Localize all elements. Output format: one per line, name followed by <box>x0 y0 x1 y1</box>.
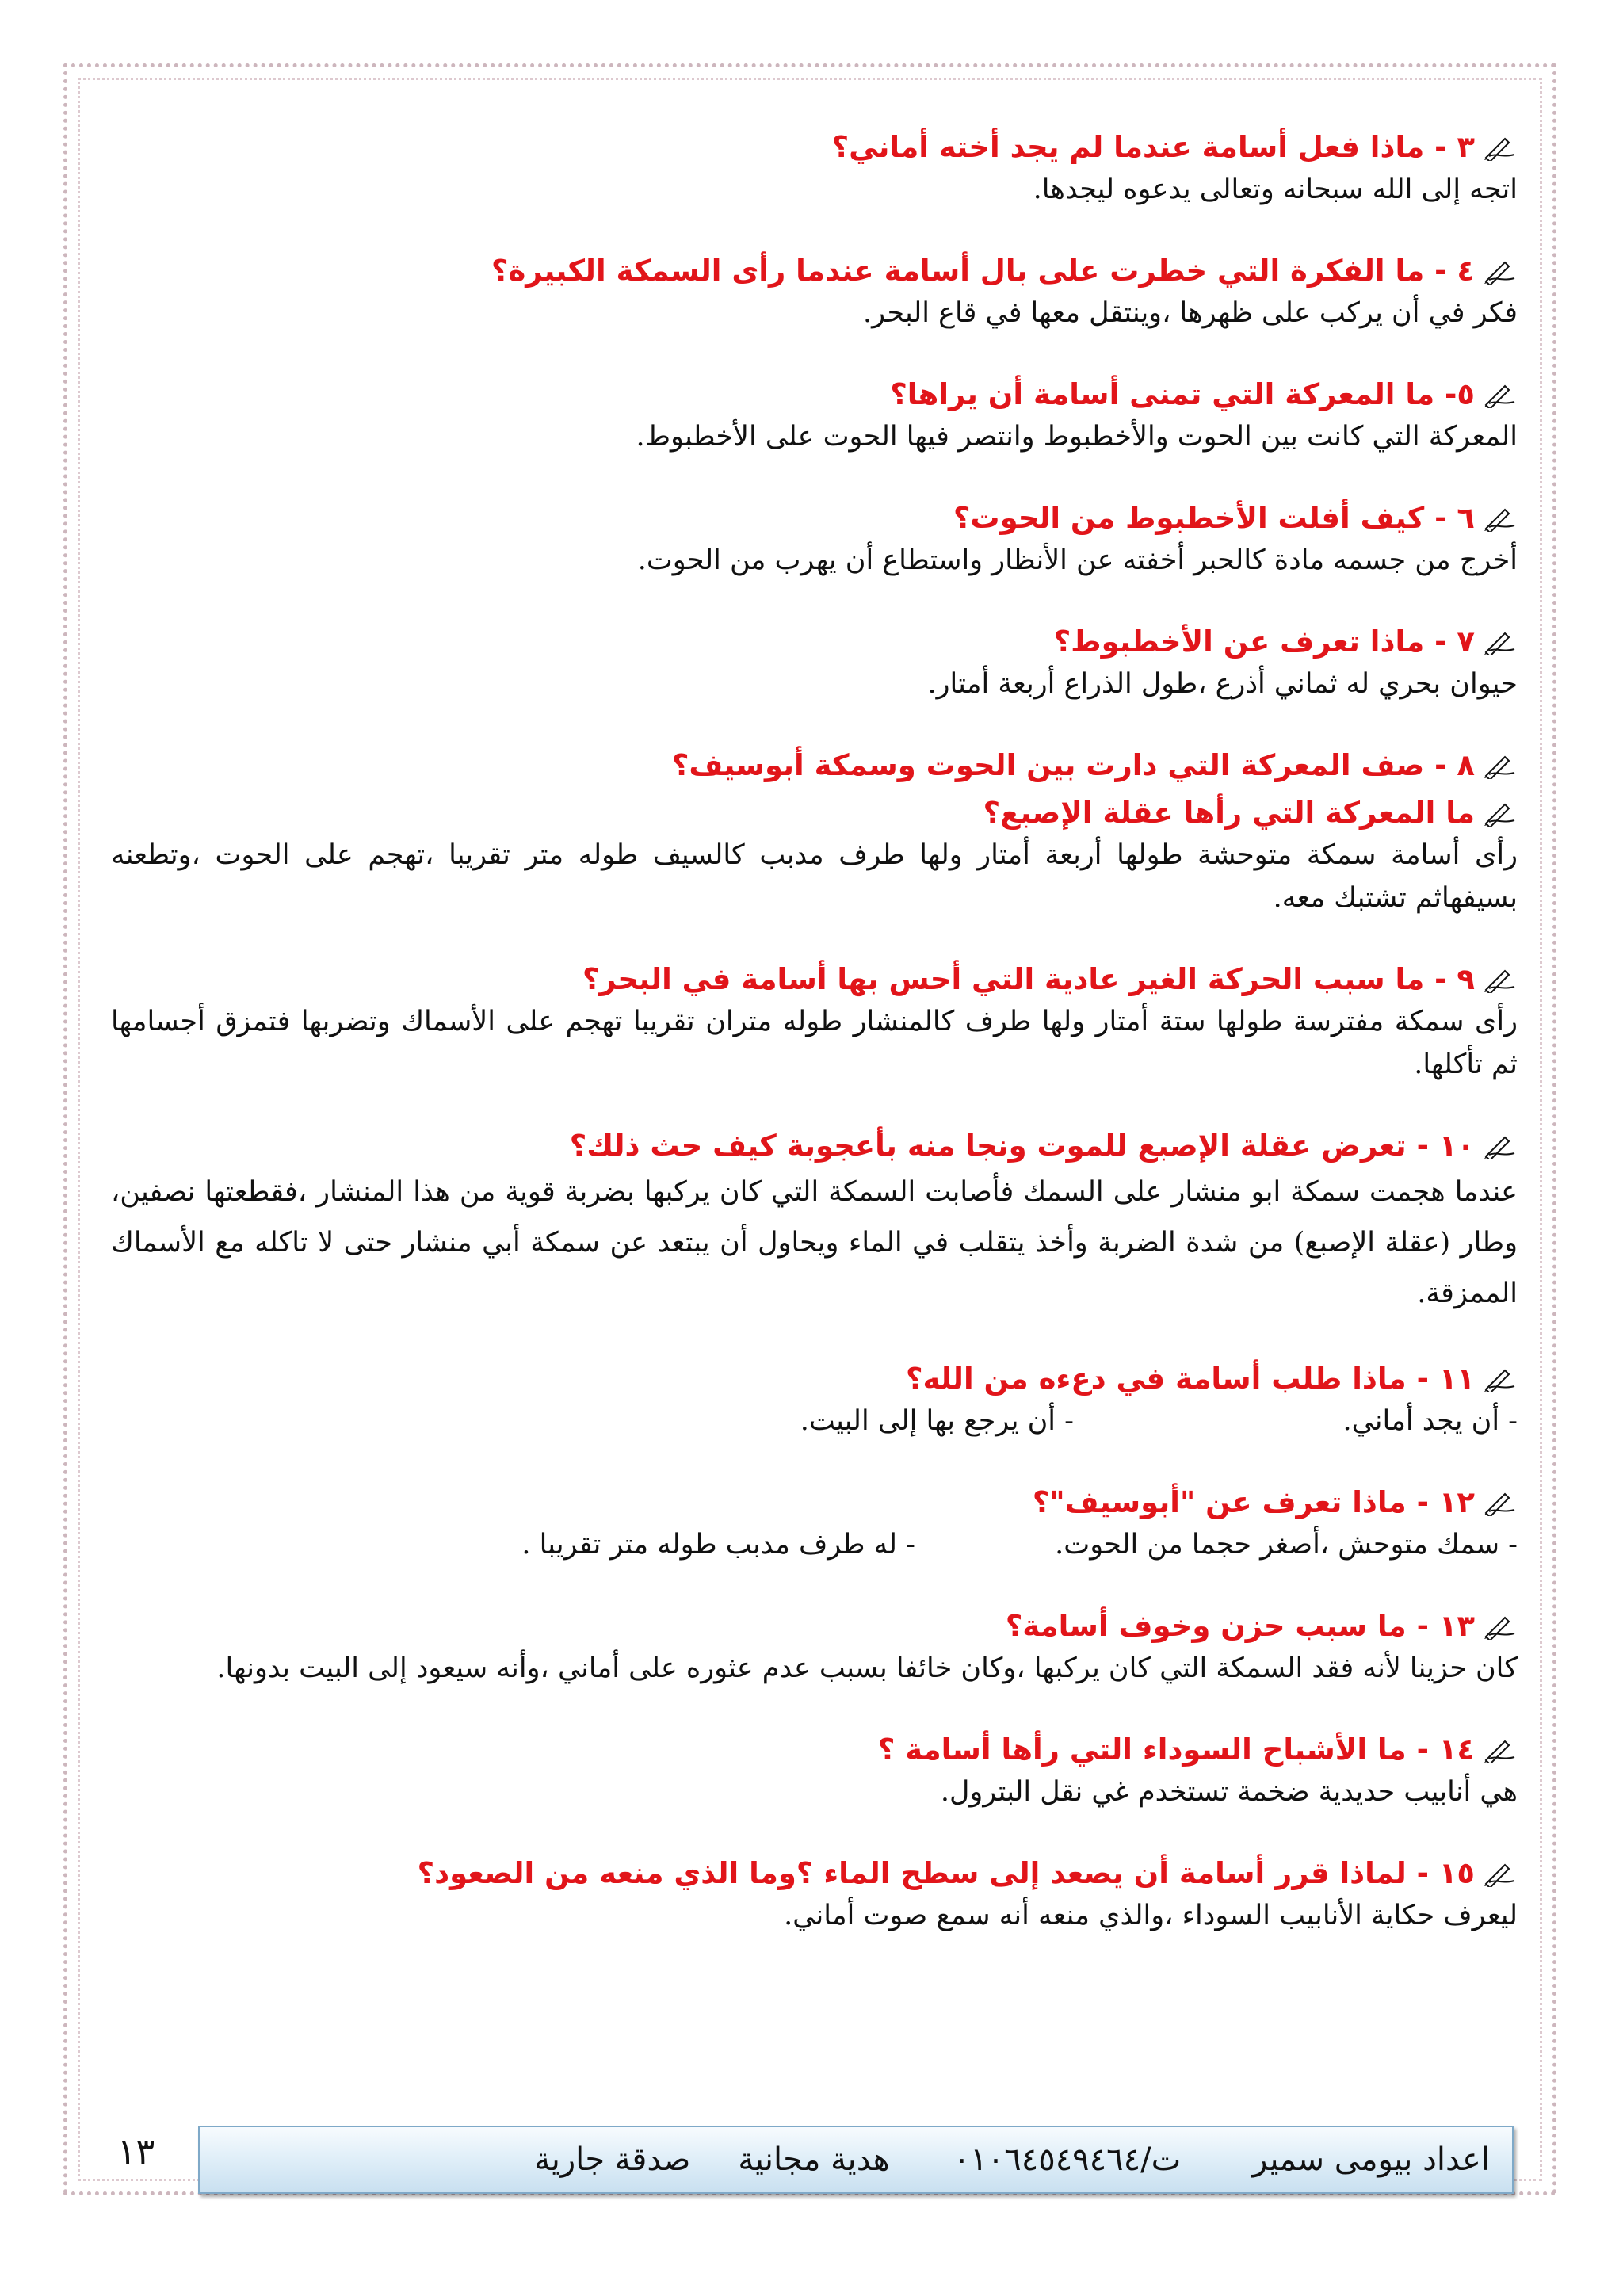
qa-item <box>111 127 1518 211</box>
qa-item <box>111 498 1518 582</box>
question-text: ١٤ - ما الأشباح السوداء التي رأها أسامة ؟ <box>877 1733 1475 1767</box>
footer-banner <box>198 2126 1514 2194</box>
question <box>111 1729 1518 1771</box>
question-text: ١١ - ماذا طلب أسامة في دعءه من الله؟ <box>906 1362 1475 1396</box>
question-text: ١٠ - تعرض عقلة الإصبع للموت ونجا منه بأعجوبة كيف حث ذلك؟ <box>569 1129 1475 1163</box>
pen-writing-icon <box>1483 1366 1518 1392</box>
answer-columns <box>111 1400 1518 1442</box>
pen-writing-icon <box>1483 1133 1518 1159</box>
question <box>111 498 1518 539</box>
pen-writing-icon <box>1483 258 1518 285</box>
qa-item <box>111 1853 1518 1937</box>
answer-text: ليعرف حكاية الأنابيب السوداء ،والذي منعه أنه سمع صوت أماني. <box>784 1900 1518 1931</box>
answer-text: عندما هجمت سمكة ابو منشار على السمك فأصابت السمكة التي كان يركبها بضربة قوية من هذا المنشار ،فقطعتها نصفين، وطار (عقلة الإصبع) من شدة الضربة وأخذ يتقلب في الماء ويحاول أن يبتعد عن سمكة أبي منشار حتى لا تاكله مع الأسماك الممزقة. <box>111 1176 1518 1309</box>
question <box>111 1482 1518 1523</box>
qa-item <box>111 959 1518 1086</box>
question-text: ما المعركة التي رأها عقلة الإصبع؟ <box>983 796 1475 830</box>
footer-phone: ت/٠١٠٦٤٥٤٩٤٦٤ <box>953 2141 1182 2178</box>
qa-item <box>111 745 1518 786</box>
question <box>111 250 1518 292</box>
pen-writing-icon <box>1483 966 1518 993</box>
question-text: ٥- ما المعركة التي تمنى أسامة أن يراها؟ <box>890 377 1475 411</box>
pen-writing-icon <box>1483 134 1518 161</box>
answer-col: - له طرف مدبب طوله متر تقريبا . <box>521 1529 915 1561</box>
answer-text: رأى سمكة مفترسة طولها ستة أمتار ولها طرف كالمنشار طوله متران تقريبا تهجم على الأسماك وتضربها فتمزق أجسامها ثم تأكلها. <box>111 1006 1518 1080</box>
qa-item <box>111 793 1518 919</box>
qa-item <box>111 1482 1518 1566</box>
question-text: ١٣ - ما سبب حزن وخوف أسامة؟ <box>1005 1609 1475 1643</box>
answer-text: حيوان بحري له ثماني أذرع ،طول الذراع أربعة أمتار. <box>927 668 1518 700</box>
question-text: ٦ - كيف أفلت الأخطبوط من الحوت؟ <box>953 501 1475 535</box>
question <box>111 959 1518 1000</box>
question <box>111 793 1518 834</box>
question-text: ٧ - ماذا تعرف عن الأخطبوط؟ <box>1053 625 1475 659</box>
question <box>111 1853 1518 1894</box>
answer-text: رأى أسامة سمكة متوحشة طولها أربعة أمتار ولها طرف مدبب كالسيف طوله متر تقريبا ،تهجم على الحوت ،وتطعنه بسيفهاثم تشتبك معه. <box>111 839 1518 914</box>
pen-writing-icon <box>1483 1613 1518 1640</box>
qa-item <box>111 1358 1518 1442</box>
answer-col: - أن يجد أماني. <box>1342 1405 1518 1437</box>
answer-col: - أن يرجع بها إلى البيت. <box>800 1405 1074 1437</box>
answer-text: فكر في أن يركب على ظهرها ،وينتقل معها في قاع البحر. <box>863 297 1518 329</box>
question <box>111 745 1518 786</box>
qa-item <box>111 250 1518 334</box>
qa-item <box>111 1729 1518 1813</box>
pen-writing-icon <box>1483 381 1518 408</box>
question-text: ٨ - صف المعركة التي دارت بين الحوت وسمكة أبوسيف؟ <box>671 748 1475 782</box>
question-text: ١٥ - لماذا قرر أسامة أن يصعد إلى سطح الماء ؟وما الذي منعه من الصعود؟ <box>417 1856 1475 1890</box>
answer-text: أخرج من جسمه مادة كالحبر أخفته عن الأنظار واستطاع أن يهرب من الحوت. <box>637 544 1518 576</box>
question <box>111 1606 1518 1647</box>
question <box>111 127 1518 168</box>
question <box>111 1125 1518 1167</box>
page-number: ١٣ <box>117 2132 155 2172</box>
question <box>111 1358 1518 1400</box>
question-text: ٩ - ما سبب الحركة الغير عادية التي أحس بها أسامة في البحر؟ <box>582 962 1475 996</box>
pen-writing-icon <box>1483 752 1518 779</box>
pen-writing-icon <box>1483 505 1518 532</box>
pen-writing-icon <box>1483 628 1518 655</box>
question-text: ١٢ - ماذا تعرف عن "أبوسيف"؟ <box>1032 1485 1475 1519</box>
question-text: ٤ - ما الفكرة التي خطرت على بال أسامة عندما رأى السمكة الكبيرة؟ <box>491 254 1475 288</box>
qa-item <box>111 374 1518 458</box>
pen-writing-icon <box>1483 1736 1518 1763</box>
pen-writing-icon <box>1483 1489 1518 1516</box>
question <box>111 621 1518 663</box>
footer-gift: هدية مجانية <box>738 2141 890 2178</box>
answer-text: كان حزينا لأنه فقد السمكة التي كان يركبها ،وكان خائفا بسبب عدم عثوره على أماني ،وأنه سيعود إلى البيت بدونها. <box>216 1652 1518 1684</box>
pen-writing-icon <box>1483 800 1518 827</box>
question <box>111 374 1518 415</box>
qa-item <box>111 1125 1518 1319</box>
qa-list <box>111 127 1518 1977</box>
answer-columns <box>111 1523 1518 1566</box>
pen-writing-icon <box>1483 1860 1518 1887</box>
answer-text: اتجه إلى الله سبحانه وتعالى يدعوه ليجدها. <box>1033 174 1518 205</box>
footer-charity: صدقة جارية <box>534 2141 691 2178</box>
footer-prepared-by: اعداد بيومى سمير <box>1252 2141 1490 2178</box>
answer-text: هي أنابيب حديدية ضخمة تستخدم غي نقل البترول. <box>940 1776 1518 1808</box>
answer-col: - سمك متوحش ،أصغر حجما من الحوت. <box>1055 1529 1518 1561</box>
qa-item <box>111 1606 1518 1690</box>
qa-item <box>111 621 1518 705</box>
answer-text: المعركة التي كانت بين الحوت والأخطبوط وانتصر فيها الحوت على الأخطبوط. <box>636 421 1518 453</box>
question-text: ٣ - ماذا فعل أسامة عندما لم يجد أخته أماني؟ <box>831 130 1475 164</box>
